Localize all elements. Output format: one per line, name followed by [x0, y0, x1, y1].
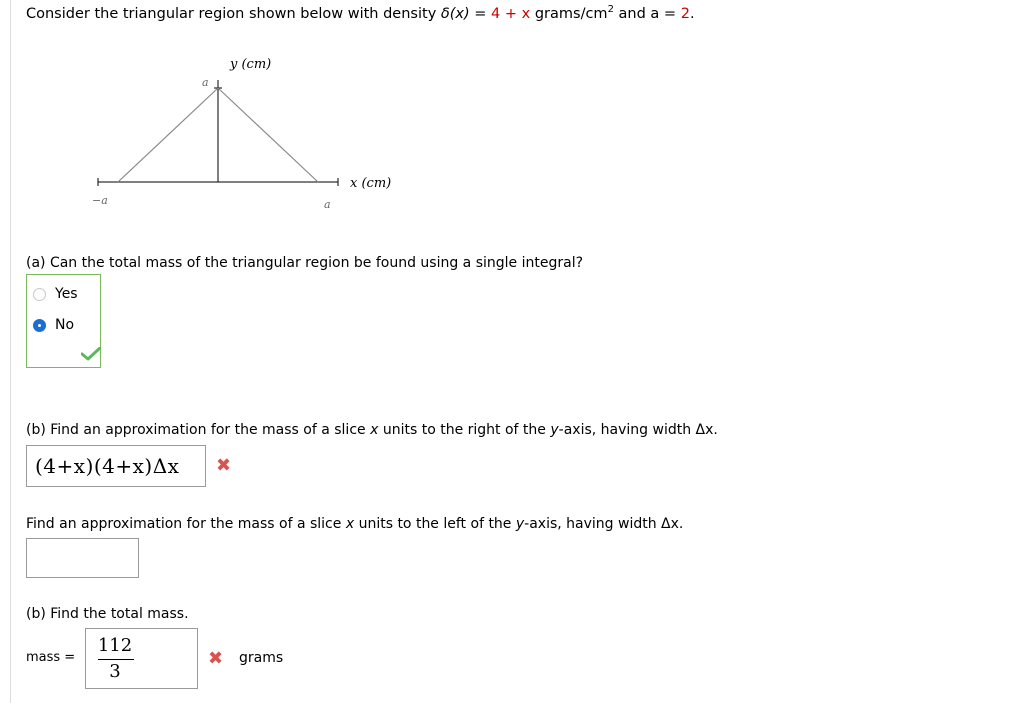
- x-axis-label: x (cm): [350, 176, 392, 191]
- radio-yes[interactable]: [33, 288, 46, 301]
- problem-statement: Consider the triangular region shown below with density δ(x) = 4 + x grams/$cm^2$ and a = 2.: [26, 4, 695, 22]
- triangle-left-side: [118, 88, 218, 182]
- a-value: 2: [680, 5, 690, 22]
- part-c-question: (b) Find the total mass.: [26, 606, 189, 622]
- mass-numerator: 112: [97, 635, 133, 656]
- density-function: δ(x): [440, 5, 470, 22]
- triangle-right-side: [218, 88, 318, 182]
- option-no-label: No: [55, 317, 75, 333]
- neg-a-label: −a: [92, 194, 108, 207]
- triangle-figure: [80, 50, 420, 220]
- density-expression: 4 + x: [491, 5, 531, 22]
- fraction-bar: [98, 659, 134, 660]
- part-b-answer-input[interactable]: [26, 445, 206, 487]
- mass-denominator: 3: [109, 661, 121, 682]
- radio-no[interactable]: [33, 319, 46, 332]
- mass-answer-input[interactable]: [85, 628, 198, 689]
- part-b-incorrect-icon: ✖: [216, 455, 232, 476]
- part-a-question: (a) Can the total mass of the triangular region be found using a single integral?: [26, 255, 584, 271]
- mass-units: grams: [239, 650, 284, 666]
- checkmark-icon: [81, 347, 101, 361]
- apex-label: a: [202, 76, 209, 89]
- part-b-left-answer-input[interactable]: [26, 538, 139, 578]
- pos-a-label: a: [324, 198, 331, 211]
- option-yes-label: Yes: [55, 286, 78, 302]
- mass-label: mass =: [26, 650, 76, 665]
- part-a-answer-box: [26, 274, 101, 368]
- part-b-question: (b) Find an approximation for the mass of a slice x units to the right of the y-axis, having width Δx.: [26, 422, 718, 438]
- part-b-answer-value: (4+x)(4+x)Δx: [35, 454, 180, 478]
- part-b-left-question: Find an approximation for the mass of a slice x units to the left of the y-axis, having width Δx.: [26, 516, 684, 532]
- left-margin-rule: [10, 0, 11, 703]
- part-c-incorrect-icon: ✖: [208, 648, 224, 669]
- y-axis-label: y (cm): [230, 57, 272, 72]
